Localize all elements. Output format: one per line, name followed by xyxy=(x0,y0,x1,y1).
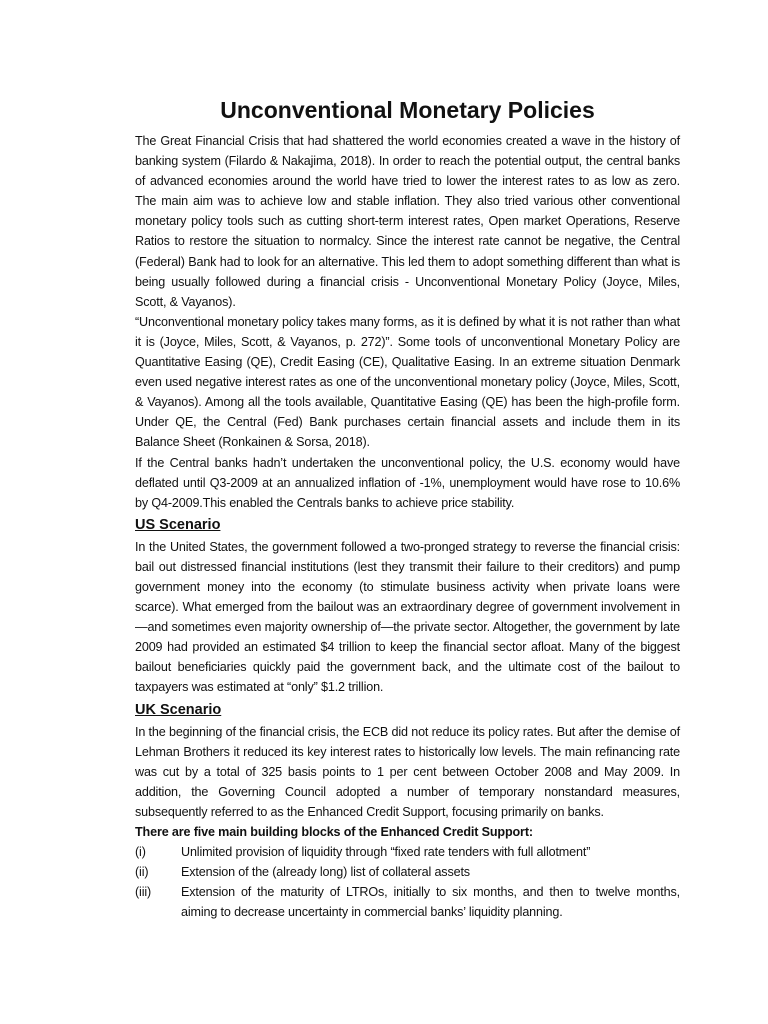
list-item xyxy=(135,882,680,922)
uk-scenario-heading: UK Scenario xyxy=(135,701,222,718)
list-marker: (i) xyxy=(135,845,146,860)
intro-paragraph-3: If the Central banks hadn’t undertaken the unconventional policy, the U.S. economy would have deflated until Q3-2009 at an annualized inflation of -1%, unemployment would have rose to 10.6% by Q4-2009.This enabled the Centrals banks to achieve price stability. xyxy=(135,455,680,510)
list-marker: (iii) xyxy=(135,885,152,900)
building-blocks-list xyxy=(135,842,680,922)
uk-scenario-paragraph: In the beginning of the financial crisis, the ECB did not reduce its policy rates. But after the demise of Lehman Brothers it reduced its key interest rates to historically low levels. The main refinancing rate was cut by a total of 325 basis points to 1 per cent between October 2008 and May 2009. In addition, the Governing Council adopted a number of temporary nonstandard measures, subsequently referred to as the Enhanced Credit Support, focusing primarily on banks. xyxy=(135,724,680,819)
list-item xyxy=(135,842,680,862)
intro-paragraph-2: “Unconventional monetary policy takes many forms, as it is defined by what it is not rather than what it is (Joyce, Miles, Scott, & Vayanos, p. 272)”. Some tools of unconventional Monetary Policy are Quantitative Easing (QE), Credit Easing (CE), Qualitative Easing. In an extreme situation Denmark even used negative interest rates as one of the unconventional monetary policy (Joyce, Miles, Scott, & Vayanos). Among all the tools available, Quantitative Easing (QE) has been the high-profile form. Under QE, the Central (Fed) Bank purchases certain financial assets and include them in its Balance Sheet (Ronkainen & Sorsa, 2018). xyxy=(135,314,680,450)
list-item-text: Extension of the (already long) list of collateral assets xyxy=(181,865,470,880)
intro-paragraph-1: The Great Financial Crisis that had shattered the world economies created a wave in the history of banking system (Filardo & Nakajima, 2018). In order to reach the potential output, the central banks of advanced economies around the world have tried to lower the interest rates to as low as zero. The main aim was to achieve low and stable inflation. They also tried various other conventional monetary policy tools such as cutting short-term interest rates, Open market Operations, Reserve Ratios to restore the situation to normalcy. Since the interest rate cannot be negative, the Central (Federal) Bank had to look for an alternative. This led them to adopt something different than what is being usually followed during a financial crisis - Unconventional Monetary Policy (Joyce, Miles, Scott, & Vayanos). xyxy=(135,134,680,309)
page-title: Unconventional Monetary Policies xyxy=(220,97,595,123)
building-blocks-intro: There are five main building blocks of the Enhanced Credit Support: xyxy=(135,825,533,839)
list-item-text: Unlimited provision of liquidity through “fixed rate tenders with full allotment” xyxy=(181,845,591,860)
document-body xyxy=(135,95,680,922)
list-item xyxy=(135,862,680,882)
list-item-text: Extension of the maturity of LTROs, initially to six months, and then to twelve months, aiming to decrease uncertainty in commercial banks’ liquidity planning. xyxy=(181,885,680,920)
list-marker: (ii) xyxy=(135,865,149,880)
us-scenario-paragraph: In the United States, the government followed a two-pronged strategy to reverse the financial crisis: bail out distressed financial institutions (lest they transmit their failure to their creditors) and pump government money into the economy (to stimulate business activity when private loans were scarce). What emerged from the bailout was an extraordinary degree of government involvement in—and sometimes even majority ownership of—the private sector. Altogether, the government by late 2009 had provided an estimated $4 trillion to keep the financial sector afloat. Many of the biggest bailout beneficiaries quickly paid the government back, and the ultimate cost of the bailout to taxpayers was estimated at “only” $1.2 trillion. xyxy=(135,539,680,695)
us-scenario-heading: US Scenario xyxy=(135,516,221,533)
